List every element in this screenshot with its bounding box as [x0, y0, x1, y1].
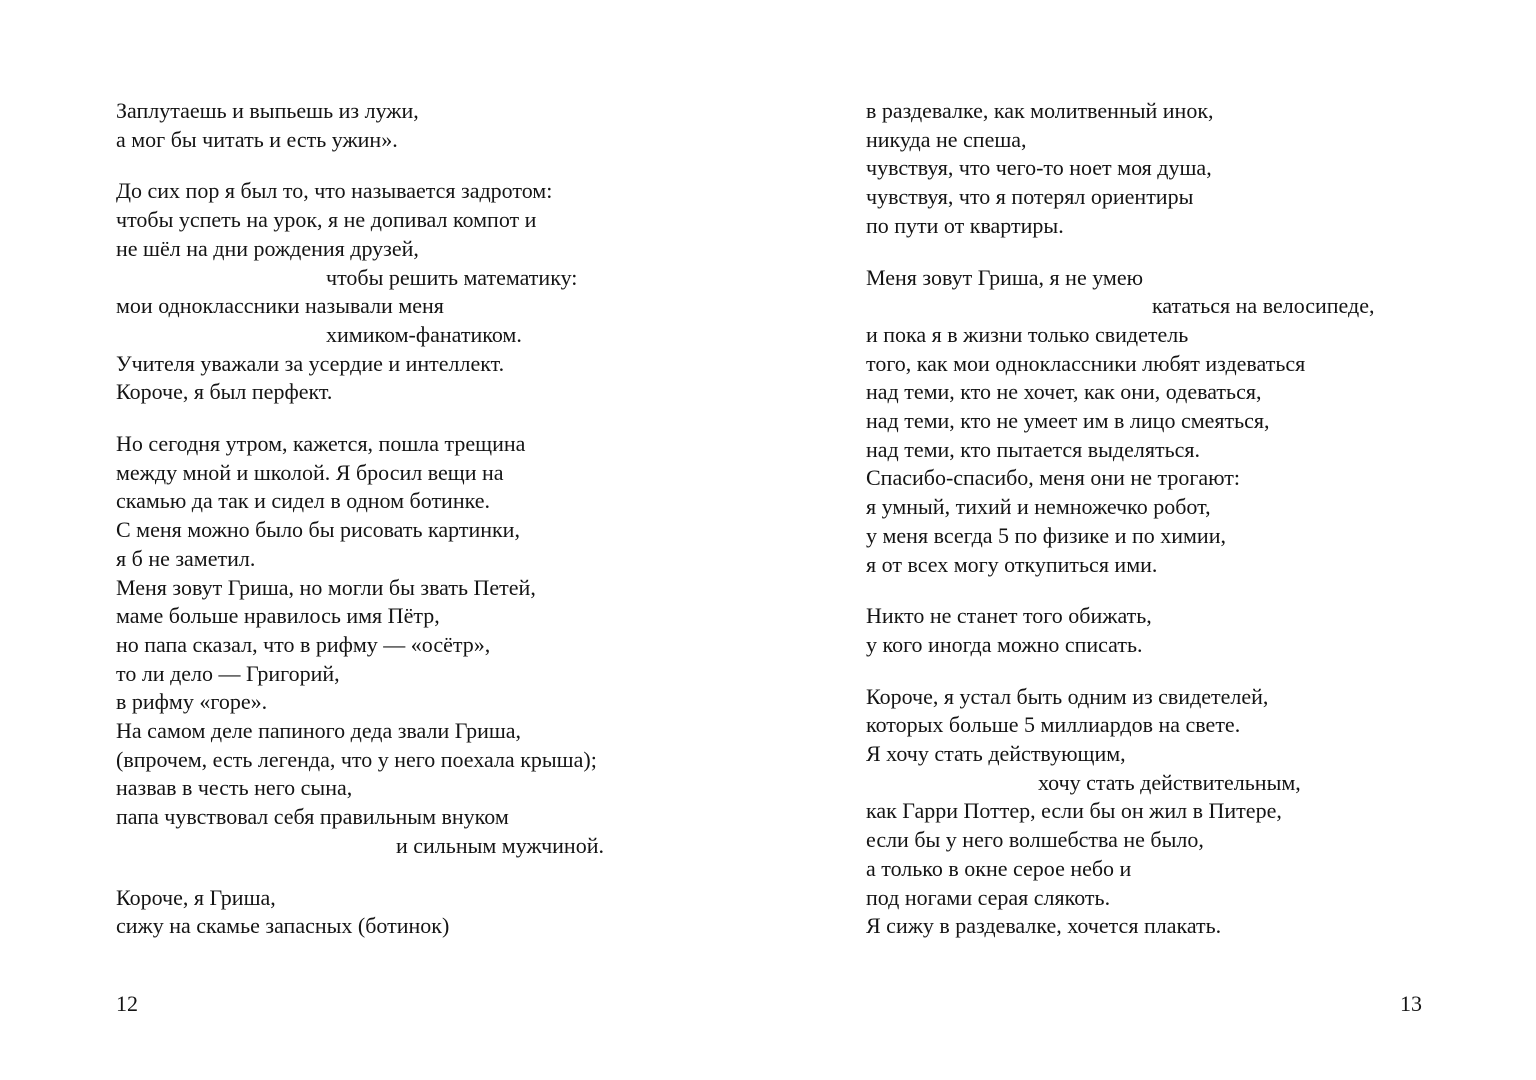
poem-line: у кого иногда можно списать.	[866, 631, 1143, 657]
poem-line: Меня зовут Гриша, но могли бы звать Петей,	[116, 574, 536, 600]
right-page-text	[866, 97, 1516, 964]
poem-line: С меня можно было бы рисовать картинки,	[116, 517, 520, 543]
poem-line: и сильным мужчиной.	[396, 832, 604, 858]
stanza	[116, 430, 736, 861]
poem-line: химиком-фанатиком.	[326, 321, 522, 347]
poem-line: как Гарри Поттер, если бы он жил в Питере,	[866, 798, 1282, 824]
poem-line: Спасибо-спасибо, меня они не трогают:	[866, 465, 1241, 491]
stanza	[116, 97, 736, 154]
poem-line: по пути от квартиры.	[866, 212, 1064, 238]
poem-line: в раздевалке, как молитвенный инок,	[866, 98, 1214, 123]
poem-line: сижу на скамье запасных (ботинок)	[116, 913, 450, 939]
poem-line: чтобы решить математику:	[326, 264, 578, 290]
poem-line: никуда не спеша,	[866, 126, 1027, 152]
poem-line: хочу стать действительным,	[1038, 769, 1301, 795]
poem-line: Меня зовут Гриша, я не умею	[866, 264, 1144, 290]
poem-line: не шёл на дни рождения друзей,	[116, 235, 419, 261]
poem-line: папа чувствовал себя правильным внуком	[116, 804, 509, 830]
poem-line: под ногами серая слякоть.	[866, 884, 1111, 910]
poem-line: у меня всегда 5 по физике и по химии,	[866, 522, 1226, 548]
poem-line: До сих пор я был то, что называется задротом:	[116, 178, 553, 204]
poem-line: Я хочу стать действующим,	[866, 741, 1126, 767]
right-page-number: 13	[1400, 991, 1422, 1016]
poem-line: чувствуя, что я потерял ориентиры	[866, 184, 1194, 210]
poem-line: На самом деле папиного деда звали Гриша,	[116, 718, 522, 744]
poem-line: в рифму «горе».	[116, 689, 268, 715]
stanza	[866, 602, 1516, 659]
poem-line: между мной и школой. Я бросил вещи на	[116, 459, 504, 485]
poem-line: назвав в честь него сына,	[116, 775, 353, 801]
poem-line: Короче, я Гриша,	[116, 884, 276, 910]
poem-line: я б не заметил.	[116, 545, 256, 571]
poem-line: я от всех могу откупиться ими.	[866, 551, 1158, 577]
poem-line: но папа сказал, что в рифму — «осётр»,	[116, 631, 491, 657]
poem-line: а мог бы читать и есть ужин».	[116, 126, 398, 152]
poem-line: над теми, кто не хочет, как они, одеваться,	[866, 379, 1262, 405]
poem-line: а только в окне серое небо и	[866, 855, 1132, 881]
poem-line: которых больше 5 миллиардов на свете.	[866, 712, 1241, 738]
poem-line: Заплутаешь и выпьешь из лужи,	[116, 98, 419, 123]
poem-line: я умный, тихий и немножечко робот,	[866, 494, 1211, 520]
poem-line: над теми, кто пытается выделяться.	[866, 436, 1201, 462]
poem-line: Я сижу в раздевалке, хочется плакать.	[866, 913, 1222, 939]
left-page-text	[116, 97, 736, 964]
stanza	[116, 177, 736, 407]
poem-line: маме больше нравилось имя Пётр,	[116, 603, 440, 629]
poem-line: Никто не станет того обижать,	[866, 603, 1152, 629]
poem-line: Короче, я устал быть одним из свидетелей,	[866, 683, 1269, 709]
stanza	[866, 97, 1516, 241]
poem-line: того, как мои одноклассники любят издеваться	[866, 350, 1306, 376]
right-page	[768, 0, 1536, 1080]
stanza	[866, 264, 1516, 580]
stanza	[116, 884, 736, 941]
poem-line: чтобы успеть на урок, я не допивал компот и	[116, 207, 537, 233]
poem-line: мои одноклассники называли меня	[116, 293, 444, 319]
poem-line: то ли дело — Григорий,	[116, 660, 340, 686]
poem-line: над теми, кто не умеет им в лицо смеяться,	[866, 408, 1270, 434]
poem-line: Короче, я был перфект.	[116, 379, 333, 405]
poem-line: и пока я в жизни только свидетель	[866, 321, 1189, 347]
poem-line: Но сегодня утром, кажется, пошла трещина	[116, 431, 526, 457]
left-page-number: 12	[116, 991, 138, 1016]
poem-line: (впрочем, есть легенда, что у него поехала крыша);	[116, 746, 597, 772]
poem-line: кататься на велосипеде,	[1152, 293, 1375, 319]
stanza	[866, 683, 1516, 941]
poem-line: скамью да так и сидел в одном ботинке.	[116, 488, 491, 514]
poem-line: Учителя уважали за усердие и интеллект.	[116, 350, 505, 376]
poem-line: чувствуя, что чего-то ноет моя душа,	[866, 155, 1212, 181]
poem-line: если бы у него волшебства не было,	[866, 827, 1204, 853]
